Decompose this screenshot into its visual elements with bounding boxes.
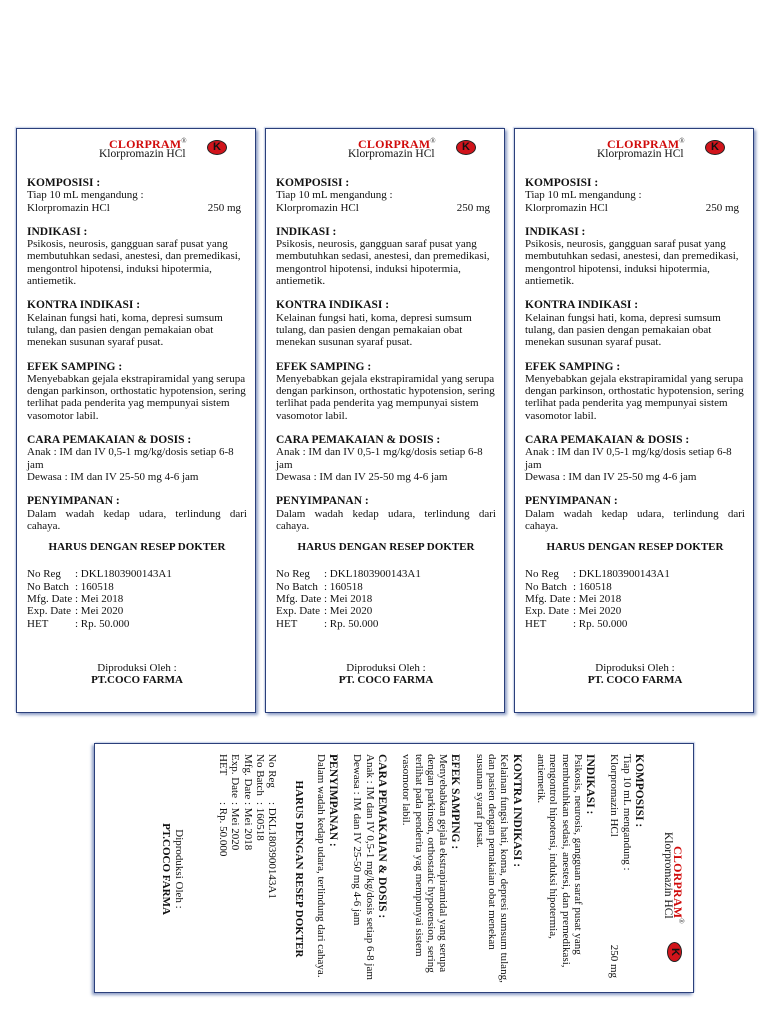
kontra-title: KONTRA INDIKASI : (525, 299, 639, 312)
registry-row: No Reg : DKL1803900143A1 (525, 568, 670, 581)
indikasi-title: INDIKASI : (276, 225, 337, 238)
registry-row: HET : Rp. 50.000 (27, 617, 130, 630)
indikasi-title: INDIKASI : (525, 225, 586, 238)
indikasi-text: Psikosis, neurosis, gangguan saraf pusat yang membutuhkan sedasi, anestesi, dan premedikasi, mengontrol hipotensi, induksi hipotermia, antiemetik. (525, 238, 739, 288)
registry-row: Exp. Date : Mei 2020 (229, 754, 242, 851)
rx-notice: HARUS DENGAN RESEP DOKTER (293, 780, 306, 958)
komposisi-line: Tiap 10 mL mengandung : (525, 189, 642, 202)
brand-name: CLORPRAM® (109, 137, 187, 151)
dosis-title: CARA PEMAKAIAN & DOSIS : (375, 754, 388, 919)
komposisi-title: KOMPOSISI : (633, 754, 645, 828)
komposisi-line: Tiap 10 mL mengandung : (276, 189, 393, 202)
label-header (525, 132, 745, 172)
indikasi-title: INDIKASI : (27, 225, 88, 238)
efek-text: Menyebabkan gejala ekstrapiramidal yang serupa dengan parkinson, orthostatic hypotension, sering terlihat pada penderita yag mempunyai sistem vasomotor labil. (400, 754, 450, 973)
producer-name: PT. COCO FARMA (338, 674, 434, 687)
dosis-anak: Anak : IM dan IV 0,5-1 mg/kg/dosis setiap 6-8 jam (363, 754, 376, 980)
registry-row: No Reg : DKL1803900143A1 (266, 754, 279, 899)
registry-row: Mfg. Date : Mei 2018 (241, 754, 254, 851)
penyimpanan-text: Dalam wadah kedap udara, terlindung dari cahaya. (314, 754, 327, 978)
generic-name: Klorpromazin HCl (348, 148, 435, 160)
efek-text: Menyebabkan gejala ekstrapiramidal yang serupa dengan parkinson, orthostatic hypotension, sering terlihat pada penderita yag mempunyai sistem vasomotor labil. (276, 372, 495, 422)
registry-row: Exp. Date : Mei 2020 (276, 605, 373, 618)
efek-title: EFEK SAMPING : (276, 360, 372, 373)
indikasi-text: Psikosis, neurosis, gangguan saraf pusat yang membutuhkan sedasi, anestesi, dan premedikasi, mengontrol hipotensi, induksi hipotermia, antiemetik. (276, 238, 490, 288)
efek-text: Menyebabkan gejala ekstrapiramidal yang serupa dengan parkinson, orthostatic hypotension, sering terlihat pada penderita yag mempunyai sistem vasomotor labil. (525, 372, 744, 422)
brand-name: CLORPRAM® (607, 137, 685, 151)
registry-row: No Batch : 160518 (253, 754, 266, 841)
produced-by-label: Diproduksi Oleh : (346, 661, 426, 674)
dosis-anak: Anak : IM dan IV 0,5-1 mg/kg/dosis setiap 6-8 jam (27, 446, 234, 471)
label-header (650, 754, 690, 984)
komposisi-line: Tiap 10 mL mengandung : (620, 754, 633, 871)
kontra-text: Kelainan fungsi hati, koma, depresi sumsum tulang, dan pasien dengan pemakaian obat menekan susunan syaraf pusat. (27, 311, 223, 349)
rx-notice: HARUS DENGAN RESEP DOKTER (546, 541, 724, 554)
k-hard-drug-icon: K (207, 140, 227, 155)
dosis-anak: Anak : IM dan IV 0,5-1 mg/kg/dosis setiap 6-8 jam (525, 446, 732, 471)
indikasi-title: INDIKASI : (584, 754, 597, 815)
komposisi-ingredient-row: Klorpromazin HCl 250 mg (608, 754, 621, 978)
registry-row: Mfg. Date : Mei 2018 (525, 593, 622, 606)
penyimpanan-text: Dalam wadah kedap udara, terlindung dari cahaya. (525, 507, 745, 532)
kontra-text: Kelainan fungsi hati, koma, depresi sumsum tulang, dan pasien dengan pemakaian obat menekan susunan syaraf pusat. (276, 311, 472, 349)
dosis-title: CARA PEMAKAIAN & DOSIS : (27, 434, 192, 447)
penyimpanan-text: Dalam wadah kedap udara, terlindung dari cahaya. (276, 507, 496, 532)
registry-row: HET : Rp. 50.000 (216, 754, 229, 857)
komposisi-line: Tiap 10 mL mengandung : (27, 189, 144, 202)
producer-name: PT.COCO FARMA (91, 674, 183, 687)
generic-name: Klorpromazin HCl (99, 148, 186, 160)
komposisi-ingredient-row: Klorpromazin HCl 250 mg (525, 201, 739, 214)
efek-title: EFEK SAMPING : (525, 360, 621, 373)
registry-row: No Batch : 160518 (525, 580, 612, 593)
rx-notice: HARUS DENGAN RESEP DOKTER (48, 541, 226, 554)
dosis-dewasa: Dewasa : IM dan IV 25-50 mg 4-6 jam (27, 470, 199, 483)
generic-name: Klorpromazin HCl (597, 148, 684, 160)
label-header (27, 132, 247, 172)
penyimpanan-text: Dalam wadah kedap udara, terlindung dari cahaya. (27, 507, 247, 532)
dosis-dewasa: Dewasa : IM dan IV 25-50 mg 4-6 jam (276, 470, 448, 483)
registry-row: Exp. Date : Mei 2020 (27, 605, 124, 618)
producer-name: PT. COCO FARMA (587, 674, 683, 687)
kontra-text: Kelainan fungsi hati, koma, depresi sumsum tulang, dan pasien dengan pemakaian obat menekan susunan syaraf pusat. (525, 311, 721, 349)
efek-text: Menyebabkan gejala ekstrapiramidal yang serupa dengan parkinson, orthostatic hypotension, sering terlihat pada penderita yag mempunyai sistem vasomotor labil. (27, 372, 246, 422)
komposisi-title: KOMPOSISI : (276, 177, 350, 189)
produced-by-label: Diproduksi Oleh : (595, 661, 675, 674)
registry-row: Mfg. Date : Mei 2018 (27, 593, 124, 606)
generic-name: Klorpromazin HCl (662, 832, 674, 919)
dosis-dewasa: Dewasa : IM dan IV 25-50 mg 4-6 jam (351, 754, 364, 926)
kontra-text: Kelainan fungsi hati, koma, depresi sumsum tulang, dan pasien dengan pemakaian obat menekan susunan syaraf pusat. (473, 754, 511, 983)
indikasi-text: Psikosis, neurosis, gangguan saraf pusat yang membutuhkan sedasi, anestesi, dan premedikasi, mengontrol hipotensi, induksi hipotermia, antiemetik. (534, 754, 584, 968)
registry-row: No Batch : 160518 (276, 580, 363, 593)
medicine-label-3 (514, 128, 754, 713)
label-header (276, 132, 496, 172)
medicine-label-2 (265, 128, 505, 713)
registry-row: No Reg : DKL1803900143A1 (27, 568, 172, 581)
registry-row: HET : Rp. 50.000 (525, 617, 628, 630)
registry-row: HET : Rp. 50.000 (276, 617, 379, 630)
registry-row: Mfg. Date : Mei 2018 (276, 593, 373, 606)
kontra-title: KONTRA INDIKASI : (276, 299, 390, 312)
registry-row: Exp. Date : Mei 2020 (525, 605, 622, 618)
brand-name: CLORPRAM® (671, 846, 685, 924)
indikasi-text: Psikosis, neurosis, gangguan saraf pusat yang membutuhkan sedasi, anestesi, dan premedikasi, mengontrol hipotensi, induksi hipotermia, antiemetik. (27, 238, 241, 288)
kontra-title: KONTRA INDIKASI : (27, 299, 141, 312)
komposisi-title: KOMPOSISI : (525, 177, 599, 189)
komposisi-ingredient-row: Klorpromazin HCl 250 mg (276, 201, 490, 214)
dosis-title: CARA PEMAKAIAN & DOSIS : (276, 434, 441, 447)
penyimpanan-title: PENYIMPANAN : (276, 495, 369, 508)
produced-by-label: Diproduksi Oleh : (97, 661, 177, 674)
komposisi-title: KOMPOSISI : (27, 177, 101, 189)
k-hard-drug-icon: K (456, 140, 476, 155)
brand-name: CLORPRAM® (358, 137, 436, 151)
producer-name: PT.COCO FARMA (160, 823, 173, 915)
registry-row: No Batch : 160518 (27, 580, 114, 593)
medicine-label-1 (16, 128, 256, 713)
dosis-title: CARA PEMAKAIAN & DOSIS : (525, 434, 690, 447)
dosis-dewasa: Dewasa : IM dan IV 25-50 mg 4-6 jam (525, 470, 697, 483)
efek-title: EFEK SAMPING : (449, 754, 462, 850)
komposisi-ingredient-row: Klorpromazin HCl 250 mg (27, 201, 241, 214)
efek-title: EFEK SAMPING : (27, 360, 123, 373)
kontra-title: KONTRA INDIKASI : (510, 754, 523, 868)
registry-row: No Reg : DKL1803900143A1 (276, 568, 421, 581)
medicine-label-rotated (94, 743, 694, 993)
penyimpanan-title: PENYIMPANAN : (27, 495, 120, 508)
rx-notice: HARUS DENGAN RESEP DOKTER (297, 541, 475, 554)
penyimpanan-title: PENYIMPANAN : (525, 495, 618, 508)
dosis-anak: Anak : IM dan IV 0,5-1 mg/kg/dosis setiap 6-8 jam (276, 446, 483, 471)
produced-by-label: Diproduksi Oleh : (172, 829, 185, 909)
rotated-label-body (94, 743, 694, 993)
penyimpanan-title: PENYIMPANAN : (327, 754, 340, 847)
k-hard-drug-icon: K (667, 942, 682, 962)
k-hard-drug-icon: K (705, 140, 725, 155)
